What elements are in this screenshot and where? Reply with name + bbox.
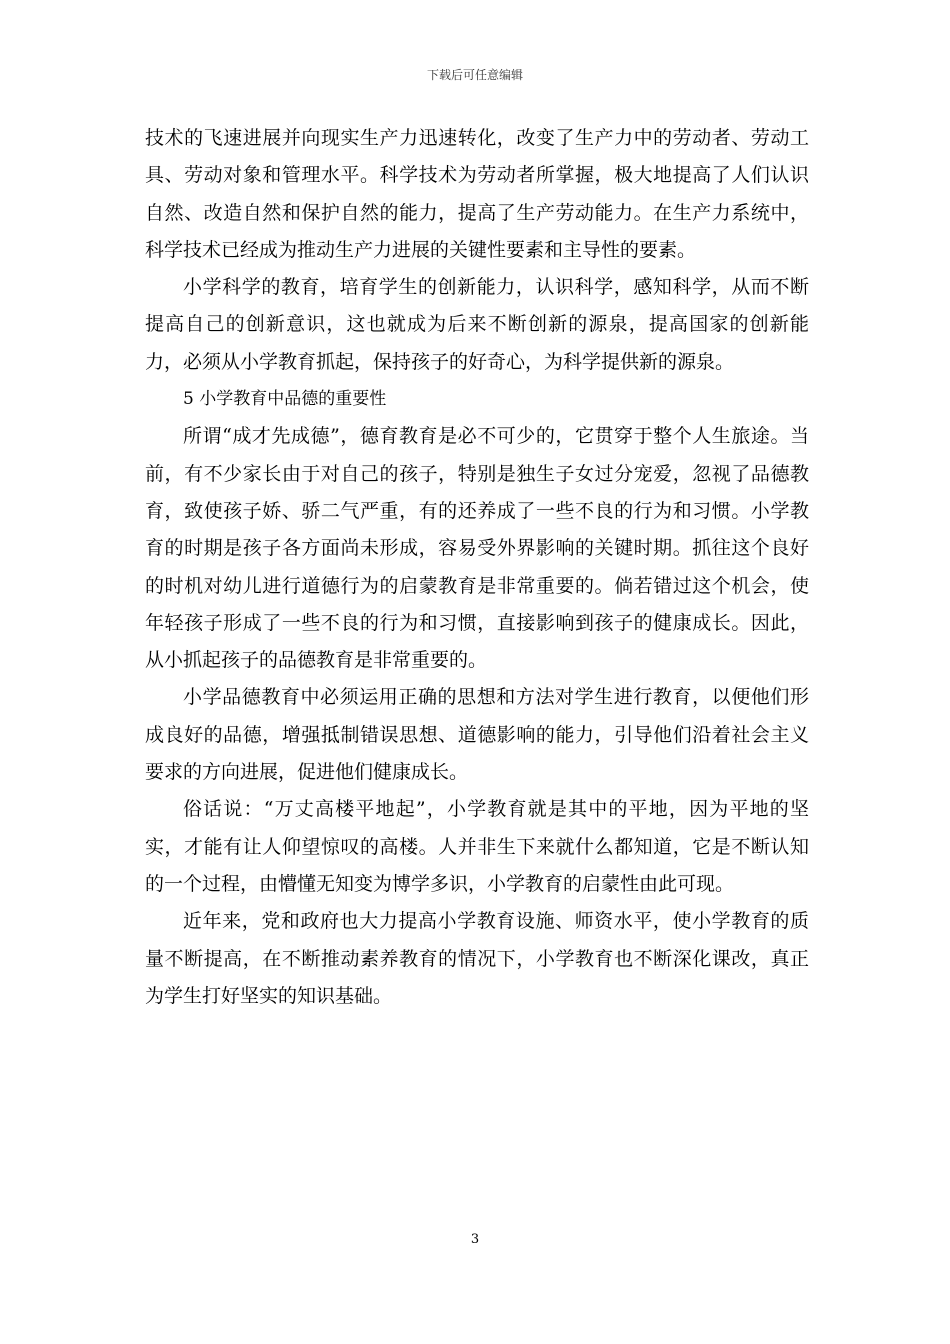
paragraph-moral-education: 所谓“成才先成德”，德育教育是必不可少的，它贯穿于整个人生旅途。当前，有不少家长由于对自己的孩子，特别是独生子女过分宠爱，忽视了品德教育，致使孩子娇、骄二气严重，有的还养成了一些不良的行为和习惯。小学教育的时期是孩子各方面尚未形成，容易受外界影响的关键时期。抓往这个良好的时机对幼儿进行道德行为的启蒙教育是非常重要的。倘若错过这个机会，使年轻孩子形成了一些不良的行为和习惯，直接影响到孩子的健康成长。因此，从小抓起孩子的品德教育是非常重要的。	[145, 425, 809, 672]
page-header: 下载后可任意编辑	[426, 68, 523, 82]
paragraph-science-productivity: 技术的飞速进展并向现实生产力迅速转化，改变了生产力中的劳动者、劳动工具、劳动对象和管理水平。科学技术为劳动者所掌握，极大地提高了人们认识自然、改造自然和保护自然的能力，提高了生产劳动能力。在生产力系统中，科学技术已经成为推动生产力进展的关键性要素和主导性的要素。	[145, 127, 809, 261]
paragraph-foundation-saying: 俗话说：“万丈高楼平地起”，小学教育就是其中的平地，因为平地的坚实，才能有让人仰望惊叹的高楼。人并非生下来就什么都知道，它是不断认知的一个过程，由懵懂无知变为博学多识，小学教育的启蒙性由此可现。	[145, 798, 809, 895]
section-heading-moral-importance: 5 小学教育中品德的重要性	[183, 389, 387, 410]
paragraph-government-support: 近年来，党和政府也大力提高小学教育设施、师资水平，使小学教育的质量不断提高，在不断推动素养教育的情况下，小学教育也不断深化课改，真正为学生打好坚实的知识基础。	[145, 910, 809, 1007]
document-body	[145, 120, 809, 1015]
paragraph-science-education: 小学科学的教育，培育学生的创新能力，认识科学，感知科学，从而不断提高自己的创新意识，这也就成为后来不断创新的源泉，提高国家的创新能力，必须从小学教育抓起，保持孩子的好奇心，为科学提供新的源泉。	[145, 276, 809, 373]
paragraph-moral-methods: 小学品德教育中必须运用正确的思想和方法对学生进行教育，以便他们形成良好的品德，增强抵制错误思想、道德影响的能力，引导他们沿着社会主义要求的方向进展，促进他们健康成长。	[145, 686, 809, 784]
page-number: 3	[470, 1232, 480, 1247]
